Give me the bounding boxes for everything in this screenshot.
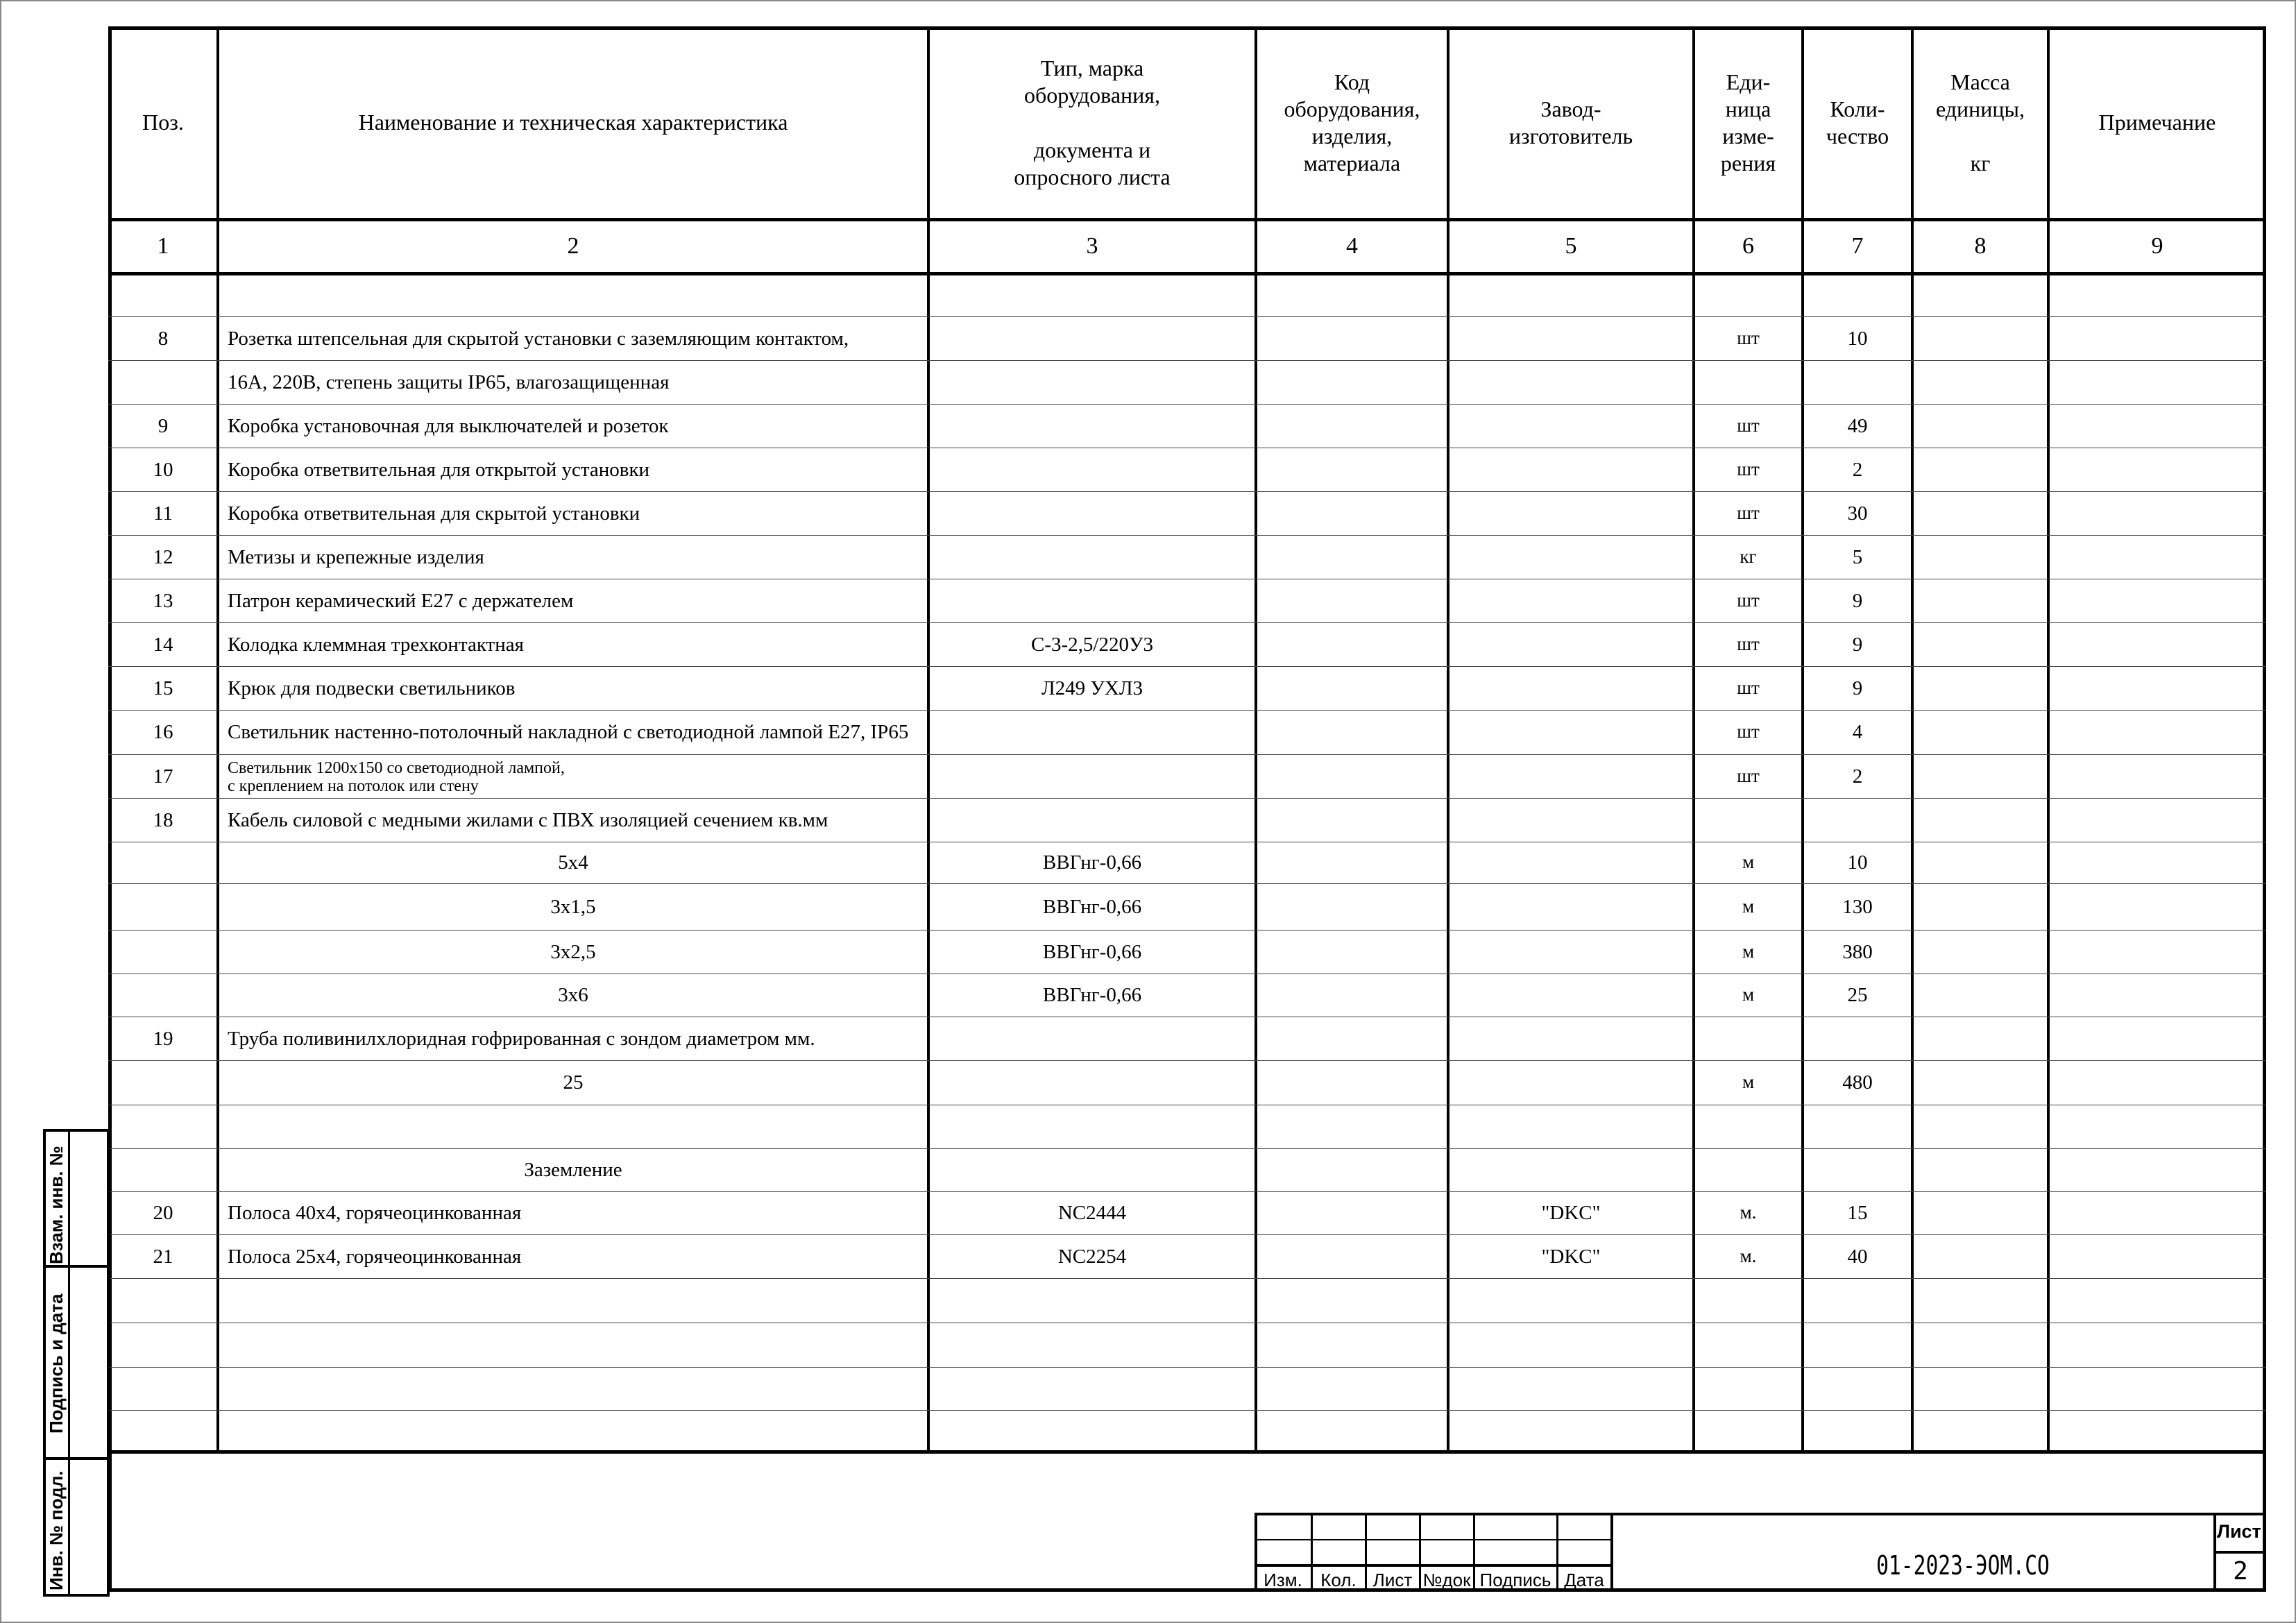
- title-block-label: Дата: [1564, 1570, 1604, 1590]
- unit-cell: шт: [1737, 502, 1760, 523]
- column-header: Еди- ница изме- рения: [1720, 69, 1776, 176]
- column-number: 5: [1565, 233, 1577, 259]
- column-number: 9: [2151, 233, 2163, 259]
- name-cell: Крюк для подвески светильников: [228, 677, 516, 699]
- column-header: Масса единицы, кг: [1935, 69, 2025, 176]
- sheet-label: Лист: [2217, 1521, 2261, 1542]
- table-row: [108, 1323, 2266, 1367]
- position-cell: 13: [153, 590, 173, 612]
- name-cell: Метизы и крепежные изделия: [228, 546, 484, 568]
- name-cell: Коробка ответвительная для скрытой установки: [228, 502, 640, 525]
- position-cell: 14: [153, 634, 173, 656]
- name-cell: 16А, 220В, степень защиты IP65, влагозащищенная: [228, 371, 670, 393]
- name-cell: 3х1,5: [550, 896, 596, 918]
- quantity-cell: 9: [1852, 677, 1863, 699]
- column-header: Примечание: [2098, 110, 2216, 135]
- position-cell: 12: [153, 546, 173, 568]
- position-cell: 17: [153, 765, 173, 788]
- quantity-cell: 30: [1847, 502, 1868, 525]
- unit-cell: шт: [1737, 677, 1760, 698]
- title-block-label: Лист: [1372, 1570, 1413, 1590]
- name-cell: Труба поливинилхлоридная гофрированная с зондом диаметром мм.: [228, 1028, 815, 1050]
- name-cell: Светильник 1200х150 со светодиодной лампой,: [228, 759, 565, 777]
- quantity-cell: 130: [1842, 896, 1873, 918]
- unit-cell: м: [1742, 941, 1755, 962]
- column-number: 2: [567, 233, 579, 259]
- name-cell: Заземление: [524, 1159, 622, 1181]
- column-header: Поз.: [142, 110, 184, 135]
- table-row: [108, 1105, 2266, 1148]
- position-cell: 20: [153, 1202, 173, 1224]
- unit-cell: м: [1742, 896, 1755, 917]
- quantity-cell: 2: [1852, 459, 1863, 481]
- unit-cell: шт: [1737, 765, 1760, 786]
- name-cell: Колодка клеммная трехконтактная: [228, 634, 524, 656]
- quantity-cell: 10: [1847, 851, 1868, 874]
- type-cell: ВВГнг-0,66: [1042, 851, 1142, 874]
- quantity-cell: 10: [1847, 328, 1868, 350]
- quantity-cell: 40: [1847, 1246, 1868, 1268]
- column-number: 4: [1346, 233, 1358, 259]
- title-block-label: Подпись: [1479, 1570, 1551, 1590]
- quantity-cell: 49: [1847, 415, 1868, 437]
- table-row: [108, 1410, 2266, 1450]
- quantity-cell: 9: [1852, 634, 1863, 656]
- type-cell: Л249 УХЛ3: [1041, 677, 1143, 699]
- type-cell: ВВГнг-0,66: [1042, 941, 1142, 963]
- unit-cell: шт: [1737, 328, 1760, 348]
- position-cell: 9: [158, 415, 169, 437]
- name-cell: Коробка ответвительная для открытой установки: [228, 459, 650, 481]
- name-cell: Полоса 40х4, горячеоцинкованная: [228, 1202, 522, 1224]
- maker-cell: "DKC": [1541, 1202, 1601, 1224]
- position-cell: 19: [153, 1028, 173, 1050]
- document-code: 01-2023-ЭОМ.СО: [1876, 1550, 2050, 1581]
- column-header: Завод- изготовитель: [1508, 96, 1633, 148]
- column-header: Коли- чество: [1826, 96, 1889, 148]
- table-row: [108, 1278, 2266, 1323]
- unit-cell: шт: [1737, 415, 1760, 436]
- quantity-cell: 4: [1852, 721, 1863, 743]
- type-cell: NC2254: [1057, 1246, 1127, 1268]
- name-cell: Кабель силовой с медными жилами с ПВХ изоляцией сечением кв.мм: [228, 809, 828, 831]
- type-cell: ВВГнг-0,66: [1042, 984, 1142, 1006]
- unit-cell: кг: [1740, 546, 1757, 567]
- quantity-cell: 2: [1852, 765, 1863, 788]
- position-cell: 8: [158, 328, 169, 350]
- column-number: 7: [1851, 233, 1864, 259]
- name-cell: 25: [563, 1071, 584, 1094]
- title-block-label: Изм.: [1264, 1570, 1302, 1590]
- position-cell: 21: [153, 1246, 173, 1268]
- table-row: [108, 1367, 2266, 1410]
- name-cell-line2: с креплением на потолок или стену: [228, 777, 479, 795]
- name-cell: Полоса 25х4, горячеоцинкованная: [228, 1246, 522, 1268]
- unit-cell: шт: [1737, 634, 1760, 654]
- name-cell: Патрон керамический Е27 с держателем: [228, 590, 574, 612]
- table-row: [108, 273, 2266, 316]
- unit-cell: м: [1742, 1071, 1755, 1092]
- unit-cell: м: [1742, 984, 1755, 1005]
- quantity-cell: 25: [1847, 984, 1868, 1006]
- side-label-inv: Инв. № подл.: [46, 1470, 67, 1590]
- position-cell: 11: [153, 502, 173, 525]
- quantity-cell: 480: [1842, 1071, 1873, 1094]
- unit-cell: шт: [1737, 459, 1760, 479]
- column-header: Код оборудования, изделия, материала: [1284, 69, 1420, 176]
- column-number: 1: [157, 233, 169, 259]
- sheet-number: 2: [2233, 1557, 2248, 1586]
- position-cell: 15: [153, 677, 173, 699]
- column-header: Наименование и техническая характеристика: [358, 110, 788, 135]
- unit-cell: шт: [1737, 721, 1760, 742]
- side-label-vzam: Взам. инв. №: [46, 1146, 67, 1264]
- name-cell: 5х4: [558, 851, 588, 874]
- title-block-label: Кол.: [1320, 1570, 1357, 1590]
- column-number: 3: [1086, 233, 1098, 259]
- column-number: 6: [1742, 233, 1754, 259]
- unit-cell: м: [1742, 851, 1755, 872]
- name-cell: Коробка установочная для выключателей и розеток: [228, 415, 669, 437]
- maker-cell: "DKC": [1541, 1246, 1601, 1268]
- position-cell: 10: [153, 459, 173, 481]
- position-cell: 16: [153, 721, 173, 743]
- type-cell: С-3-2,5/220У3: [1031, 634, 1153, 656]
- quantity-cell: 380: [1842, 941, 1873, 963]
- quantity-cell: 9: [1852, 590, 1863, 612]
- position-cell: 18: [153, 809, 173, 831]
- quantity-cell: 5: [1852, 546, 1863, 568]
- quantity-cell: 15: [1847, 1202, 1868, 1224]
- type-cell: ВВГнг-0,66: [1042, 896, 1142, 918]
- side-label-podpis: Подпись и дата: [46, 1293, 67, 1434]
- unit-cell: м.: [1740, 1202, 1757, 1223]
- title-block-divider: [1255, 1564, 1611, 1567]
- unit-cell: м.: [1740, 1246, 1757, 1266]
- title-block-label: №док: [1422, 1570, 1471, 1590]
- column-number: 8: [1974, 233, 1987, 259]
- column-header: Тип, марка оборудования, документа и опросного листа: [1014, 56, 1171, 189]
- name-cell: 3х2,5: [550, 941, 596, 963]
- type-cell: NC2444: [1057, 1202, 1127, 1224]
- unit-cell: шт: [1737, 590, 1760, 611]
- name-cell: Розетка штепсельная для скрытой установки с заземляющим контактом,: [228, 328, 849, 350]
- title-block-divider: [1255, 1539, 1611, 1540]
- name-cell: 3х6: [558, 984, 588, 1006]
- name-cell: Светильник настенно-потолочный накладной с светодиодной лампой Е27, IP65: [228, 721, 909, 743]
